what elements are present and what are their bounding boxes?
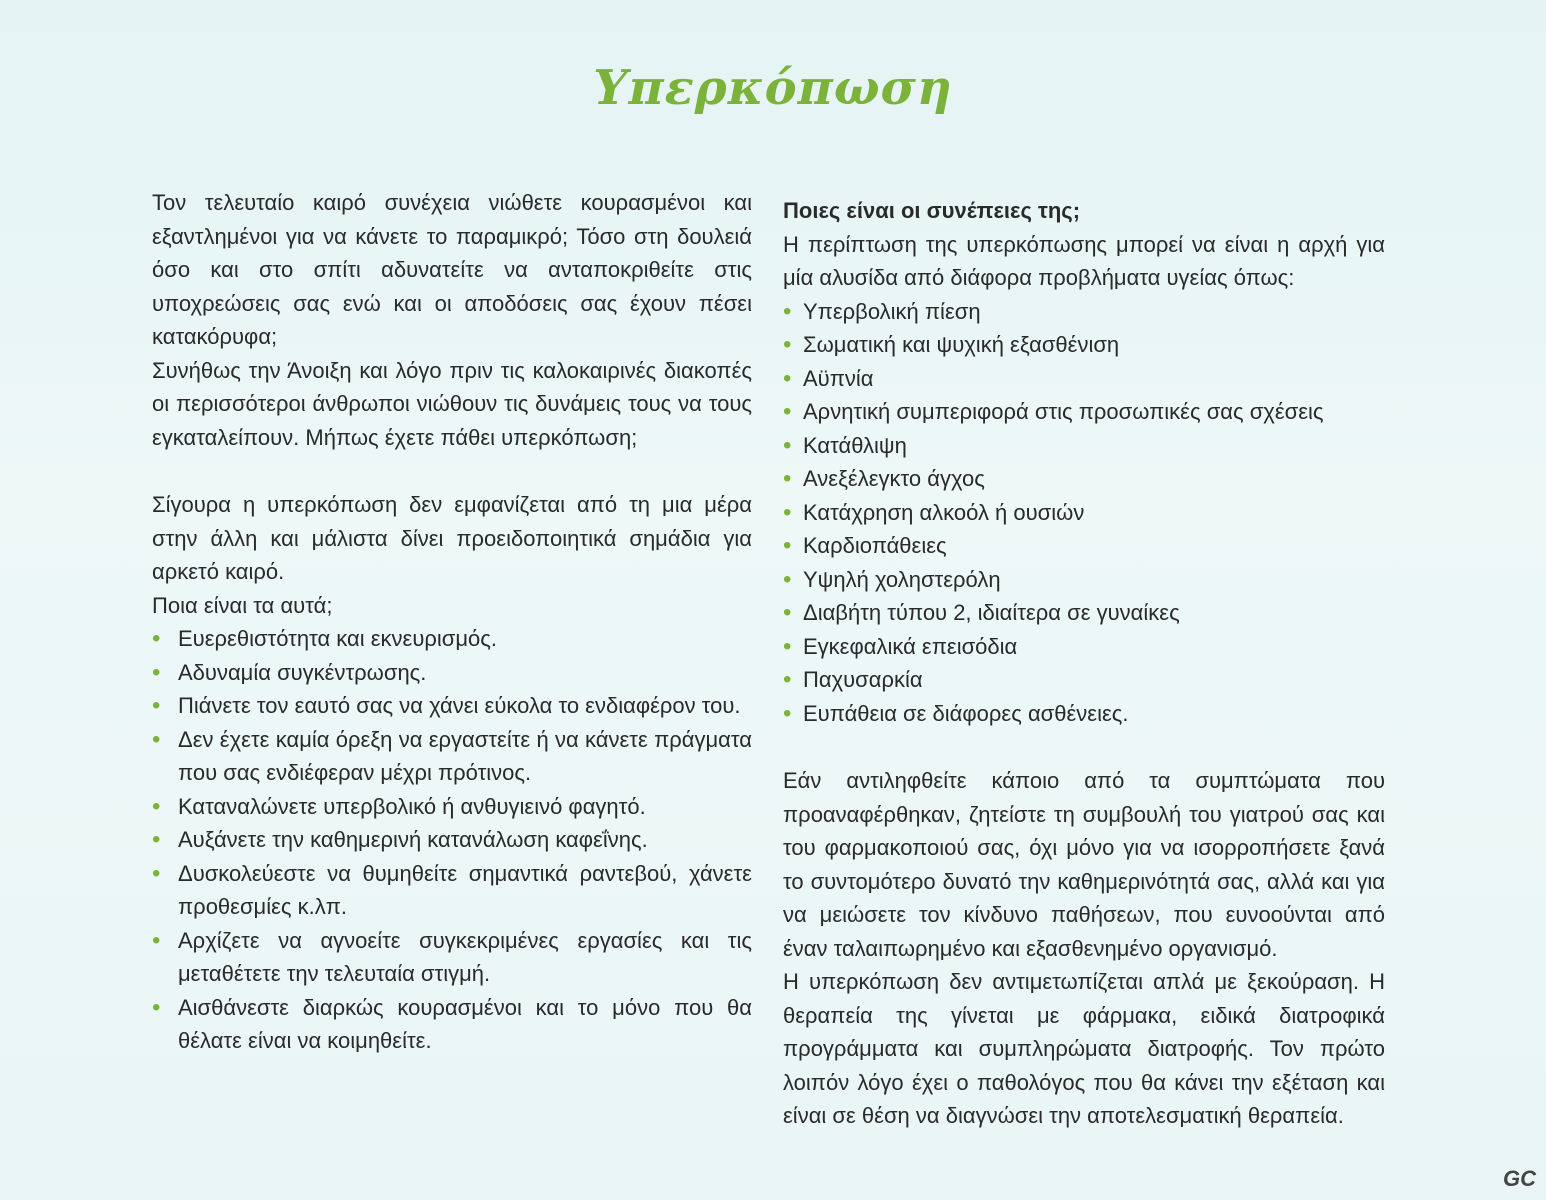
- list-item: • Παχυσαρκία: [783, 663, 1385, 697]
- publisher-logo: GC: [1503, 1166, 1536, 1191]
- list-item: • Δυσκολεύεστε να θυμηθείτε σημαντικά ραντεβού, χάνετε προθεσμίες κ.λπ.: [152, 857, 752, 924]
- list-item: • Εγκεφαλικά επεισόδια: [783, 630, 1385, 664]
- consequences-heading: Ποιες είναι οι συνέπειες της;: [783, 198, 1081, 223]
- list-item: • Καρδιοπάθειες: [783, 529, 1385, 563]
- list-item: • Αρνητική συμπεριφορά στις προσωπικές σας σχέσεις: [783, 395, 1385, 429]
- list-item: • Ευερεθιστότητα και εκνευρισμός.: [152, 622, 752, 656]
- consequences-intro: Η περίπτωση της υπερκόπωσης μπορεί να είναι η αρχή για μία αλυσίδα από διάφορα προβλήματα υγείας όπως:: [783, 231, 1385, 290]
- list-item: • Κατάθλιψη: [783, 429, 1385, 463]
- intro-paragraph: Τον τελευταίο καιρό συνέχεια νιώθετε κουρασμένοι και εξαντλημένοι για να κάνετε το παραμικρό; Τόσο στη δουλειά όσο και στο σπίτι αδυνατείτε να ανταποκριθείτε στις υποχρεώσεις σας ενώ και οι αποδόσεις σας έχουν πέσει κατακόρυφα;: [152, 190, 752, 349]
- intro-paragraph-2: Συνήθως την Άνοιξη και λόγο πριν τις καλοκαιρινές διακοπές οι περισσότεροι άνθρωποι νιώθουν τις δυνάμεις τους να τους εγκαταλείπουν. Μήπως έχετε πάθει υπερκόπωση;: [152, 357, 752, 450]
- list-item: • Κατάχρηση αλκοόλ ή ουσιών: [783, 496, 1385, 530]
- list-item: • Σωματική και ψυχική εξασθένιση: [783, 328, 1385, 362]
- list-item: • Υψηλή χοληστερόλη: [783, 563, 1385, 597]
- consequences-list: [783, 295, 1385, 731]
- list-item: • Πιάνετε τον εαυτό σας να χάνει εύκολα το ενδιαφέρον του.: [152, 689, 752, 723]
- list-item: • Αυξάνετε την καθημερινή κατανάλωση καφεΐνης.: [152, 823, 752, 857]
- list-item: • Διαβήτη τύπου 2, ιδιαίτερα σε γυναίκες: [783, 596, 1385, 630]
- right-column: [783, 194, 1385, 1133]
- list-item: • Δεν έχετε καμία όρεξη να εργαστείτε ή να κάνετε πράγματα που σας ενδιέφεραν μέχρι πρότινος.: [152, 723, 752, 790]
- list-item: • Ευπάθεια σε διάφορες ασθένειες.: [783, 697, 1385, 731]
- list-item: • Υπερβολική πίεση: [783, 295, 1385, 329]
- list-item: • Αϋπνία: [783, 362, 1385, 396]
- list-item: • Αδυναμία συγκέντρωσης.: [152, 656, 752, 690]
- list-item: • Αισθάνεστε διαρκώς κουρασμένοι και το μόνο που θα θέλατε είναι να κοιμηθείτε.: [152, 991, 752, 1058]
- page-title: Υπερκόπωση: [593, 60, 953, 116]
- list-item: • Καταναλώνετε υπερβολικό ή ανθυγιεινό φαγητό.: [152, 790, 752, 824]
- list-item: • Ανεξέλεγκτο άγχος: [783, 462, 1385, 496]
- signs-list: [152, 622, 752, 1058]
- left-column: [152, 186, 752, 1058]
- signs-question: Ποια είναι τα αυτά;: [152, 592, 333, 618]
- list-item: • Αρχίζετε να αγνοείτε συγκεκριμένες εργασίες και τις μεταθέτετε την τελευταία στιγμή.: [152, 924, 752, 991]
- treatment-paragraph: Η υπερκόπωση δεν αντιμετωπίζεται απλά με ξεκούραση. Η θεραπεία της γίνεται με φάρμακα, ειδικά διατροφικά προγράμματα και συμπληρώματα διατροφής. Τον πρώτο λοιπόν λόγο έχει ο παθολόγος που θα κάνει την εξέταση και είναι σε θέση να διαγνώσει την αποτελεσματική θεραπεία.: [783, 969, 1385, 1128]
- signs-intro: Σίγουρα η υπερκόπωση δεν εμφανίζεται από τη μια μέρα στην άλλη και μάλιστα δίνει προειδοποιητικά σημάδια για αρκετό καιρό.: [152, 492, 752, 584]
- advice-paragraph: Εάν αντιληφθείτε κάποιο από τα συμπτώματα που προαναφέρθηκαν, ζητείστε τη συμβουλή του γιατρού σας και του φαρμακοποιού σας, όχι μόνο για να ισορροπήσετε ξανά το συντομότερο δυνατό την καθημερινότητά σας, αλλά και για να μειώσετε τον κίνδυνο παθήσεων, που ευνοούνται από έναν ταλαιπωρημένο και εξασθενημένο οργανισμό.: [783, 768, 1385, 961]
